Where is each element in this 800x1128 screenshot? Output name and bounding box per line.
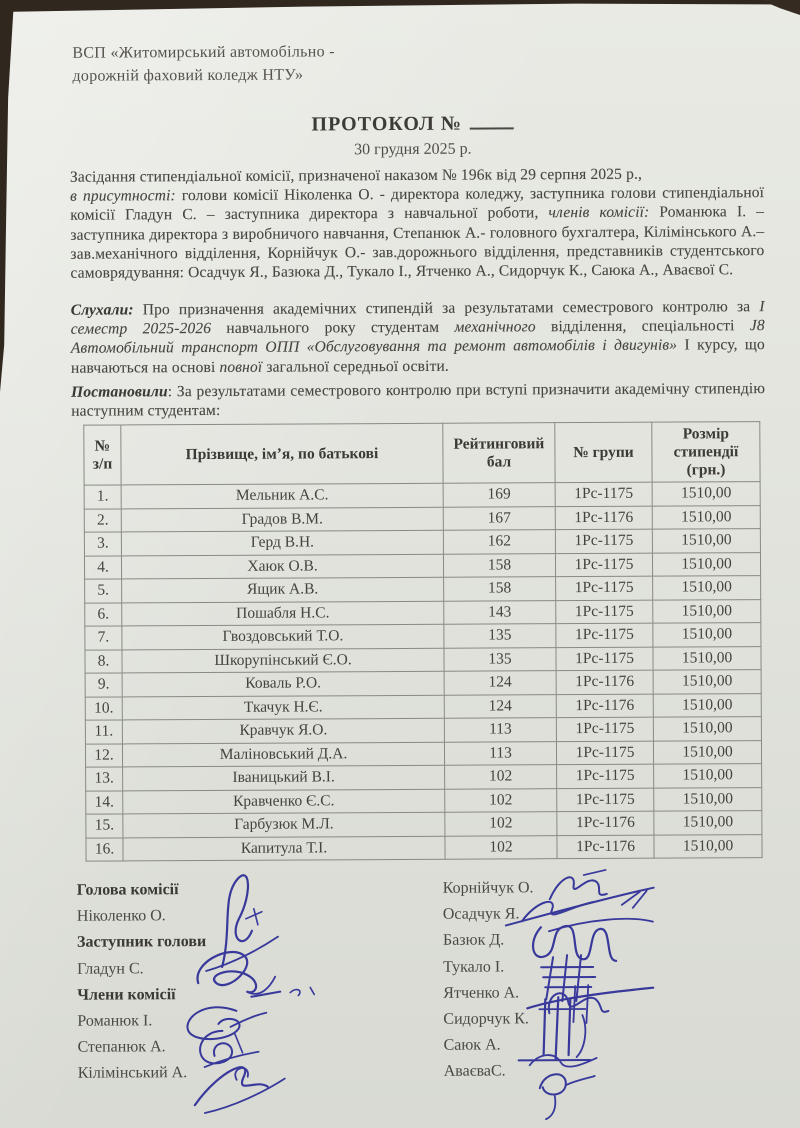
letterhead-line2: дорожній фаховий коледж НТУ» [72, 66, 304, 85]
cell-name: Мельник А.С. [121, 483, 443, 508]
cell-num: 2. [84, 508, 121, 532]
cell-name: Маліновський Д.А. [122, 742, 444, 767]
cell-stipend: 1510,00 [652, 482, 760, 506]
cell-group: 1Рс-1176 [557, 811, 654, 835]
cell-stipend: 1510,00 [652, 552, 760, 576]
stipend-table [83, 421, 762, 862]
document-title: ПРОТОКОЛ № [311, 112, 462, 136]
paragraph-text: голови комісії Ніколенка О. - директора коледжу, заступника голови стипендіальної комісії Гладун С. – заступника директора з навчальної роботи, [70, 184, 765, 225]
cell-group: 1Рс-1175 [556, 600, 653, 624]
cell-name: Хаюк О.В. [121, 554, 443, 579]
paragraph-heard [71, 297, 765, 377]
sig-role-members: Члени комісії [77, 985, 176, 1004]
cell-name: Шкорупінський Є.О. [122, 648, 444, 673]
cell-rating: 102 [445, 835, 557, 859]
table-row [84, 482, 760, 509]
cell-rating: 124 [444, 694, 556, 718]
cell-num: 9. [85, 673, 122, 697]
table-row [86, 834, 762, 861]
table-row [85, 576, 761, 603]
present-label: в присутності: [70, 187, 176, 205]
cell-group: 1Рс-1175 [555, 529, 652, 553]
cell-rating: 102 [445, 812, 557, 836]
cell-rating: 135 [444, 647, 556, 671]
cell-num: 13. [86, 767, 123, 791]
cell-rating: 167 [443, 506, 555, 530]
table-row [86, 764, 762, 791]
cell-group: 1Рс-1175 [556, 576, 653, 600]
sig-name-korniichuk: Корнійчук О. [442, 879, 534, 897]
cell-group: 1Рс-1175 [556, 717, 653, 741]
cell-rating: 158 [444, 577, 556, 601]
header-num: № з/п [84, 425, 121, 485]
sig-name-tukalo: Тукало І. [443, 958, 505, 976]
cell-rating: 162 [443, 530, 555, 554]
cell-rating: 169 [443, 483, 555, 507]
sig-role-head: Голова комісії [76, 881, 179, 899]
cell-group: 1Рс-1175 [555, 482, 652, 506]
cell-num: 1. [84, 485, 121, 509]
signatures-right-column [443, 874, 764, 1085]
cell-name: Гарбузюк М.Л. [123, 812, 445, 837]
cell-stipend: 1510,00 [653, 623, 761, 647]
cell-stipend: 1510,00 [654, 764, 762, 788]
cell-group: 1Рс-1175 [556, 623, 653, 647]
cell-group: 1Рс-1175 [557, 764, 654, 788]
opening-line: Засідання стипендіальної комісії, призначеної наказом № 196к від 29 серпня 2025 р., [69, 165, 643, 186]
heard-label: Слухали: [70, 301, 134, 319]
sig-name-kiliminskyi: Кілімінський А. [77, 1064, 188, 1083]
sig-name-stepaniuk: Степанюк А. [77, 1038, 166, 1056]
cell-stipend: 1510,00 [653, 717, 761, 741]
cell-num: 7. [85, 626, 122, 650]
semester-italic: І семестр 2025-2026 [70, 298, 765, 338]
table-row [86, 787, 762, 814]
cell-group: 1Рс-1175 [556, 647, 653, 671]
cell-group: 1Рс-1176 [557, 835, 654, 859]
cell-group: 1Рс-1175 [556, 741, 653, 765]
cell-group: 1Рс-1176 [556, 670, 653, 694]
paragraph-text: загальної середньої освіти. [262, 357, 449, 376]
sig-role-deputy: Заступник голови [76, 933, 207, 952]
cell-num: 5. [85, 579, 122, 603]
table-row [86, 811, 762, 838]
cell-num: 14. [86, 790, 123, 814]
table-row [84, 552, 760, 579]
header-stipend: Розмір стипендії (грн.) [652, 422, 760, 483]
cell-num: 4. [84, 555, 121, 579]
header-rating: Рейтинговий бал [443, 423, 555, 484]
paragraph-resolved [71, 379, 765, 421]
cell-num: 16. [86, 837, 123, 861]
full-italic: повної [219, 358, 263, 376]
sig-name-baziuk: Базюк Д. [442, 931, 505, 950]
cell-stipend: 1510,00 [654, 811, 762, 835]
paragraph-text: Романюка І. – заступника директора з виробничого навчання, Степанюк А.- головного бухгалтера, Кілімінського А.– зав.механічного відділення, Корнійчук О.- зав.дорожнього відділення, представників студентського самоврядування: Осадчук Я., Базюка Д., Тукало І., Ятченко А., Сидорчук К., Саюка А., Аваєвої С. [70, 203, 765, 282]
paragraph-text: навчального року студентам [211, 318, 455, 338]
paragraph-session [70, 164, 765, 283]
cell-name: Капитула Т.І. [123, 836, 445, 861]
cell-num: 3. [84, 532, 121, 556]
document-date: 30 грудня 2025 р. [354, 140, 472, 159]
department-italic: механічного [454, 318, 536, 336]
cell-stipend: 1510,00 [653, 599, 761, 623]
cell-name: Пошабля Н.С. [122, 601, 444, 626]
sig-name-hladun: Гладун С. [77, 959, 144, 978]
table-row [85, 740, 761, 767]
header-name: Прізвище, ім’я, по батькові [121, 423, 443, 485]
cell-stipend: 1510,00 [653, 576, 761, 600]
paragraph-text: відділення, спеціальності [535, 317, 750, 336]
cell-num: 6. [85, 602, 122, 626]
paragraph-text: І курсу, що навчаються на основі [70, 336, 765, 377]
cell-name: Іваницький В.І. [123, 765, 445, 790]
paragraph-text: : За результатами семестрового контролю при вступі призначити академічну стипендію наступним студентам: [71, 380, 766, 420]
paragraph-text: Про призначення академічних стипендій за результатами семестрового контролю за [133, 298, 760, 319]
cell-stipend: 1510,00 [653, 646, 761, 670]
members-label: членів комісії: [548, 204, 650, 222]
table-row [85, 717, 761, 744]
cell-stipend: 1510,00 [654, 787, 762, 811]
cell-name: Кравченко Є.С. [123, 789, 445, 814]
cell-rating: 158 [443, 553, 555, 577]
letterhead [72, 40, 335, 87]
table-header-row [84, 422, 760, 486]
cell-name: Гвоздовський Т.О. [122, 624, 444, 649]
sig-name-saiuk: Саюк А. [443, 1036, 501, 1054]
cell-rating: 113 [444, 741, 556, 765]
sig-name-romaniuk: Романюк І. [77, 1012, 153, 1030]
table-row [85, 623, 761, 650]
title-block [113, 111, 713, 160]
cell-num: 10. [85, 696, 122, 720]
cell-group: 1Рс-1175 [557, 788, 654, 812]
table-row [85, 646, 761, 673]
sig-name-osadchuk: Осадчук Я. [442, 905, 520, 923]
cell-stipend: 1510,00 [653, 670, 761, 694]
cell-group: 1Рс-1175 [555, 553, 652, 577]
cell-name: Коваль Р.О. [122, 671, 444, 696]
resolved-label: Постановили [71, 383, 168, 401]
cell-name: Ящик А.В. [122, 577, 444, 602]
cell-stipend: 1510,00 [654, 834, 762, 858]
cell-rating: 102 [445, 788, 557, 812]
sig-name-nikolenko: Ніколенко О. [76, 907, 166, 925]
cell-num: 8. [85, 649, 122, 673]
cell-group: 1Рс-1176 [556, 694, 653, 718]
cell-num: 15. [86, 814, 123, 838]
table-row [85, 693, 761, 720]
cell-rating: 135 [444, 624, 556, 648]
cell-stipend: 1510,00 [653, 693, 761, 717]
cell-stipend: 1510,00 [652, 505, 760, 529]
cell-group: 1Рс-1176 [555, 506, 652, 530]
protocol-number-blank [470, 113, 514, 129]
cell-num: 12. [85, 743, 122, 767]
cell-rating: 143 [444, 600, 556, 624]
table-row [85, 599, 761, 626]
cell-name: Кравчук Я.О. [122, 718, 444, 743]
table-row [85, 670, 761, 697]
signatures-section [2, 874, 800, 1083]
table-row [84, 529, 760, 556]
sig-name-sydorchuk: Сидорчук К. [443, 1010, 529, 1028]
cell-stipend: 1510,00 [653, 740, 761, 764]
letterhead-line1: ВСП «Житомирський автомобільно - [72, 43, 335, 62]
sig-name-avaieva: АваєваС. [443, 1062, 506, 1081]
signatures-left-column [77, 876, 408, 1087]
cell-name: Ткачук Н.Є. [122, 695, 444, 720]
cell-rating: 113 [444, 718, 556, 742]
cell-name: Герд В.Н. [121, 530, 443, 555]
header-group: № групи [555, 422, 652, 483]
specialty-italic: J8 Автомобільний транспорт ОПП «Обслуговування та ремонт автомобілів і двигунів» [70, 317, 765, 358]
sig-name-yatchenko: Ятченко А. [443, 984, 520, 1002]
cell-rating: 102 [445, 765, 557, 789]
cell-num: 11. [85, 720, 122, 744]
table-row [84, 505, 760, 532]
cell-rating: 124 [444, 671, 556, 695]
cell-name: Градов В.М. [121, 507, 443, 532]
cell-stipend: 1510,00 [652, 529, 760, 553]
